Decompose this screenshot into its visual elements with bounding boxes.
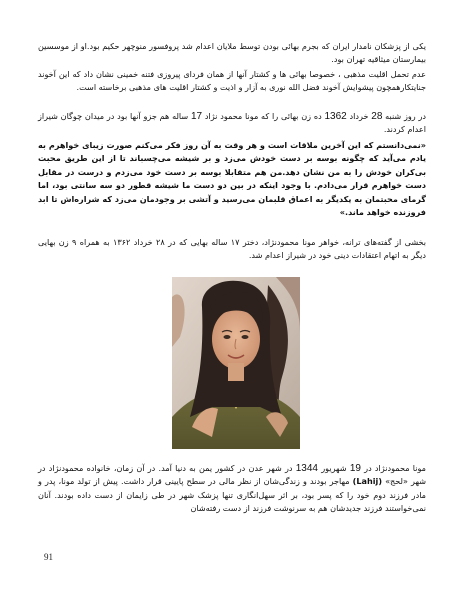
page-number: 91 bbox=[44, 552, 53, 562]
portrait-illustration bbox=[172, 277, 300, 449]
portrait-photo bbox=[172, 277, 300, 449]
paragraph-execution: در روز شنبه 28 خرداد 1362 ده زن بهائی را که مونا محمود نژاد 17 ساله هم جزو آنها بود در میدان چوگان شیراز اعدام کردند. bbox=[38, 111, 426, 135]
paragraph-hakim: یکی از پزشکان نامدار ایران که بجرم بهائی بودن توسط ملایان اعدام شد پروفسور منوچهر حکیم بود.او از موسسین بیمارستان میثاقیه تهران بود. bbox=[38, 41, 426, 65]
paragraph-minorities: عدم تحمل اقلیت مذهبی ، خصوصا بهائی ها و کشتار آنها از همان فردای پیروزی فتنه خمینی نشان داد که این آخوند جنایتکارهمچون پیشوایش آخوند فضل الله نوری به آزار و اذیت و کشتار اقلیت های مذهبی برخاسته است. bbox=[38, 69, 426, 93]
quote-taraneh: «نمی‌دانستم که این آخرین ملاقات است و هر وقت به آن روز فکر می‌کنم صورت زیبای خواهرم به یادم می‌آید که چگونه بوسه بر دست خودش می‌زد و بر شیشه می‌چسباند تا از این طریق محبت بی‌کران خودش را به من نشان دهد.من هم متقابلا بوسه بر دست خود می‌زدم و درست در مقابل دست خواهرم قرار می‌دادم. با وجود اینکه در بین دو دست ما شیشه قطور دو سه سانتی بود، اما گرمای محبتمان به یکدیگر به اعماق قلبمان می‌رسید و آتشی بر وجودمان می‌زد که شراره‌اش تا ابد فروزنده خواهد ماند.» bbox=[38, 140, 426, 218]
paragraph-mona-biography: مونا محمودنژاد در 19 شهریور 1344 در شهر عدن در کشور یمن به دنیا آمد. در آن زمان، خانواده محمودنژاد در شهر «لحج» (Lahij) مهاجر بودند و زندگی‌شان از نظر مالی در سطح پایینی قرار داشت. پیش از تولد مونا، پدر و مادر فرزند دوم خود را که پسر بود، بر اثر سهل‌انگاری تنها پزشک شهر در طی زایمان از دست داده بودند. آنان نمی‌خواستند فرزند جدیدشان هم به سرنوشت فرزند از دست رفته‌شان bbox=[38, 463, 427, 514]
paragraph-caption: بخشی از گفته‌های ترانه، خواهر مونا محمودنژاد، دختر ۱۷ ساله بهایی که در ۲۸ خرداد ۱۳۶۲ به همراه ٩ زن بهایی دیگر به اتهام اعتقادات دینی خود در شیراز اعدام شد. bbox=[38, 237, 427, 261]
